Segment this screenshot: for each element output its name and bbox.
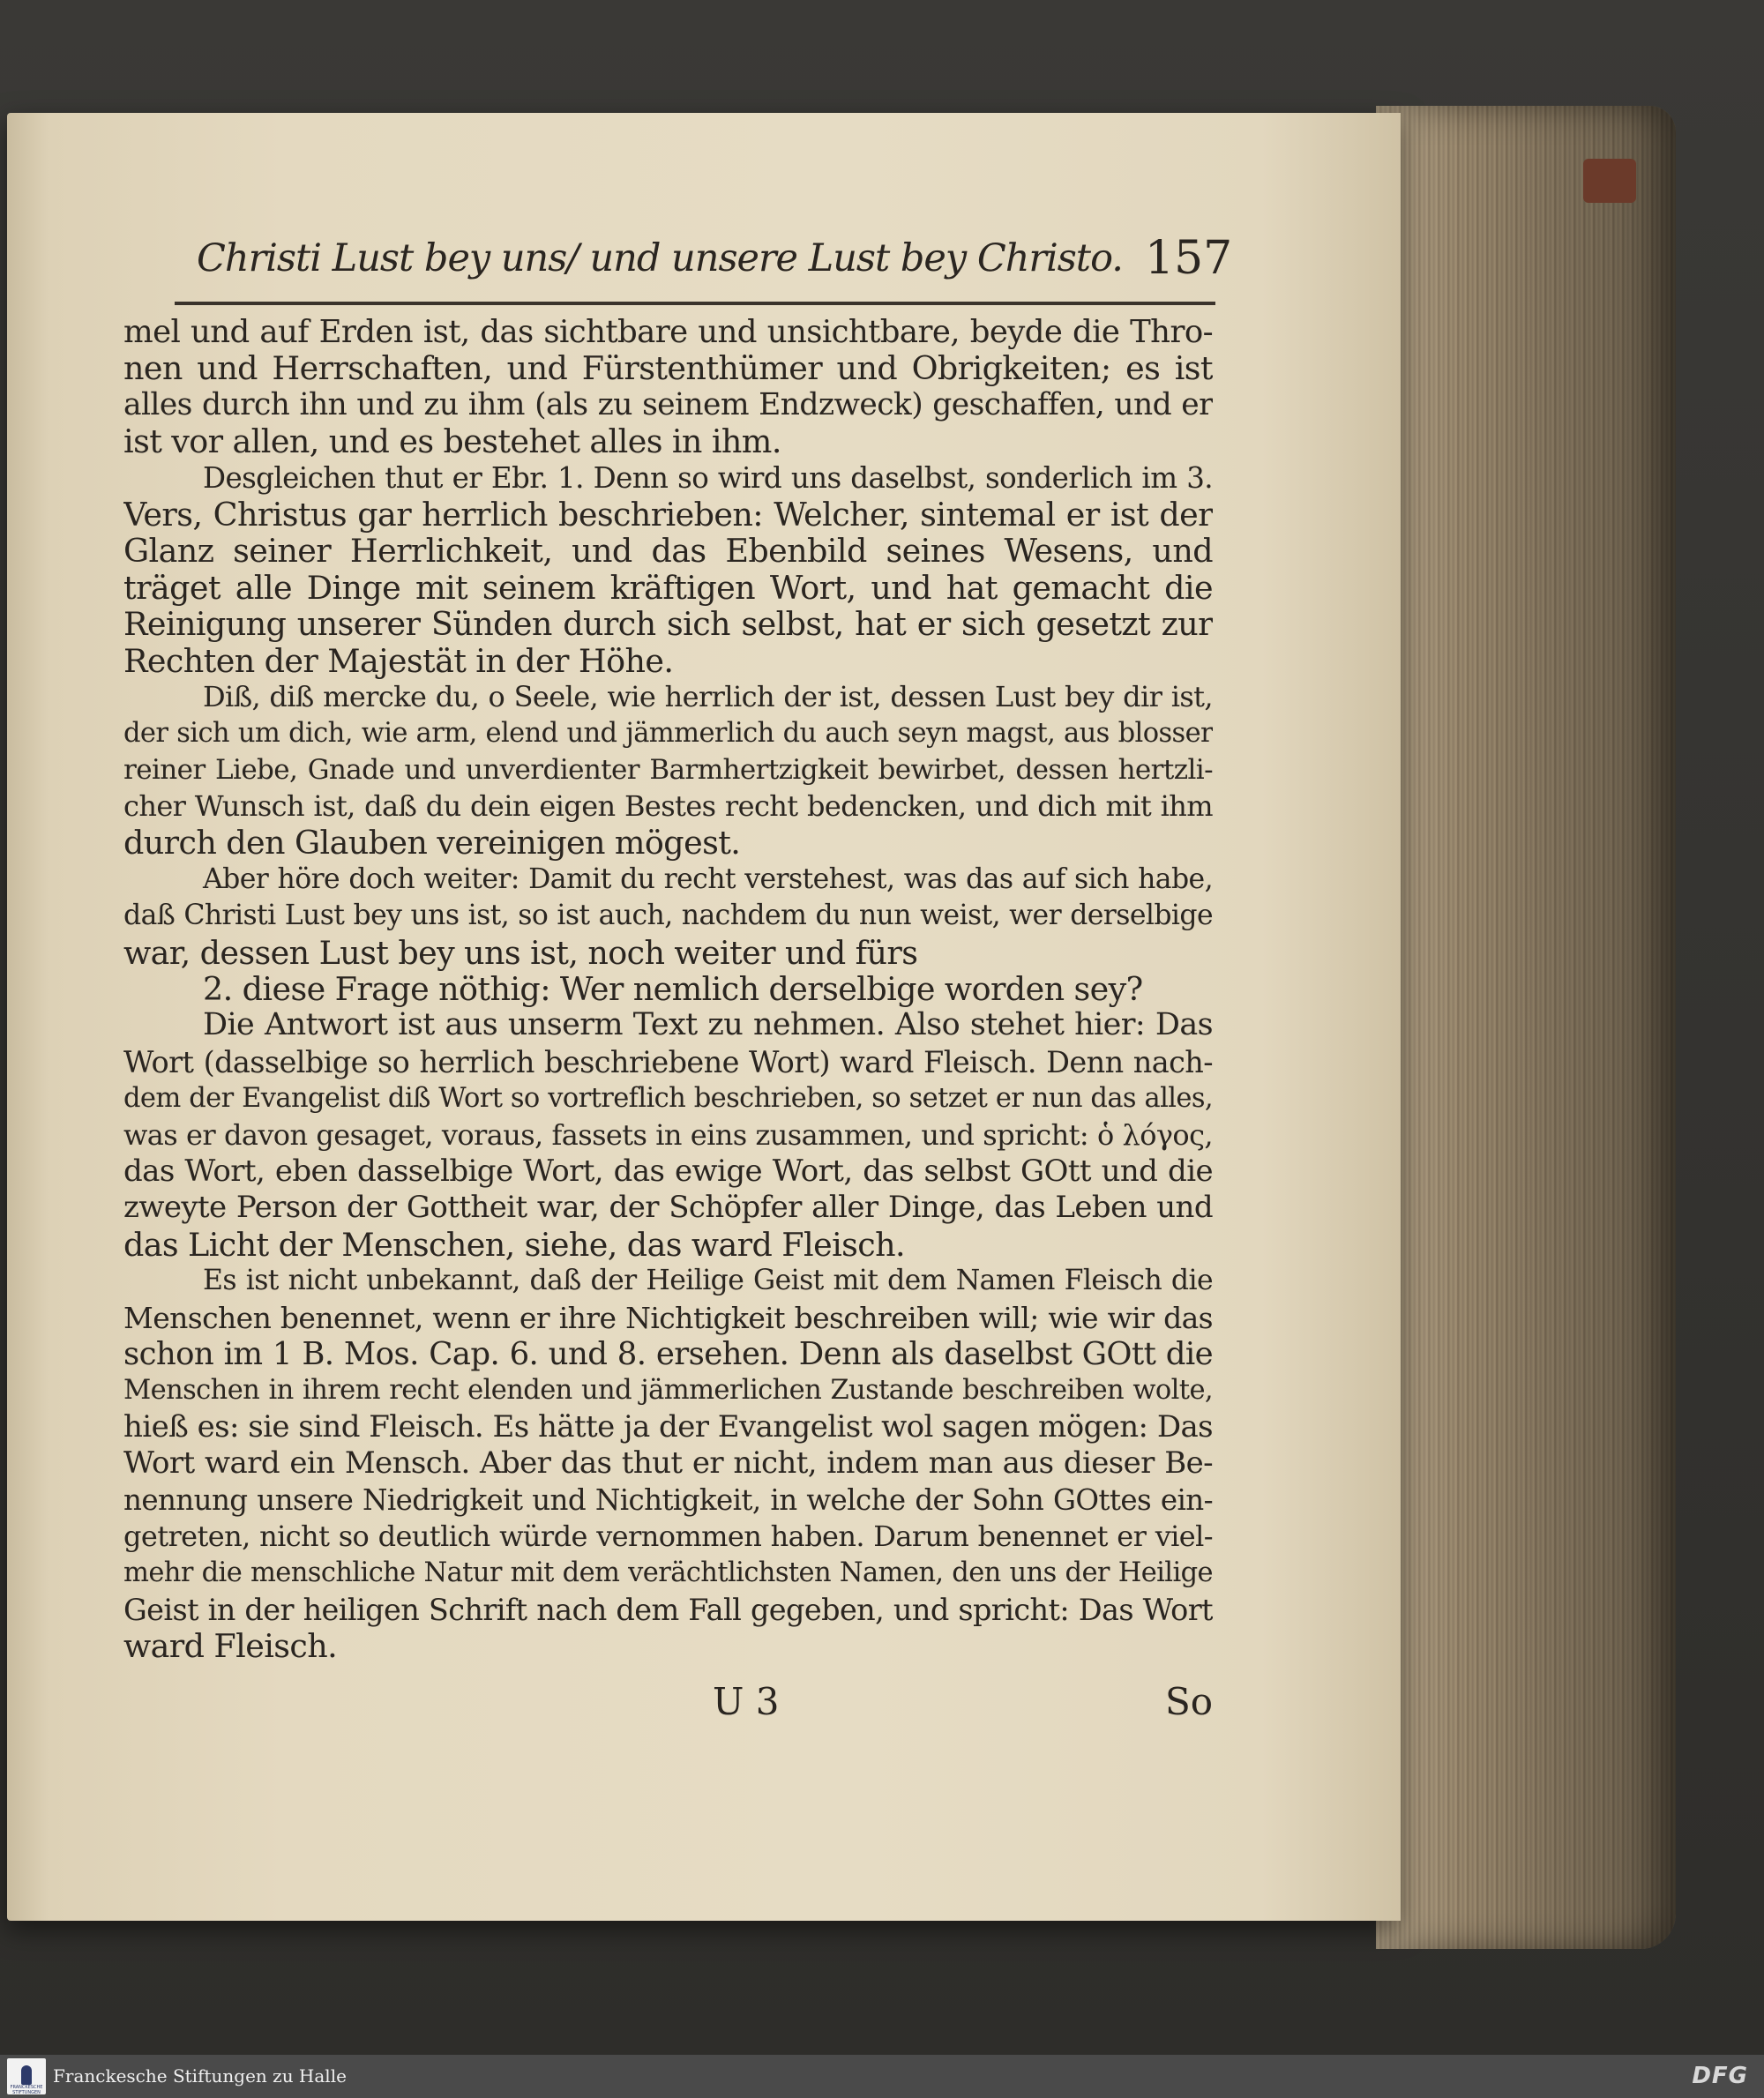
text-line: Menschen in ihrem recht elenden und jämmerlichen Zustande beschreiben wolte, xyxy=(123,1375,1213,1407)
ribbon-bookmark xyxy=(1583,159,1636,203)
text-line: das Licht der Menschen, siehe, das ward Fleisch. xyxy=(123,1226,906,1264)
text-line: Wort ward ein Mensch. Aber das thut er nicht, indem man aus dieser Be- xyxy=(123,1445,1213,1482)
signature-mark: U 3 xyxy=(713,1680,780,1723)
body-text xyxy=(123,314,1213,1664)
text-line: Es ist nicht unbekannt, daß der Heilige Geist mit dem Namen Fleisch die xyxy=(203,1265,1213,1297)
text-line: zweyte Person der Gottheit war, der Schöpfer aller Dinge, das Leben und xyxy=(123,1190,1213,1226)
text-line: getreten, nicht so deutlich würde vernommen haben. Darum benennet er viel- xyxy=(123,1519,1213,1553)
logo-label: FRANCKESCHE STIFTUNGEN xyxy=(10,2085,43,2095)
text-line: was er davon gesaget, voraus, fassets in eins zusammen, und spricht: ὁ λόγος, xyxy=(123,1117,1213,1152)
text-line: nennung unsere Niedrigkeit und Nichtigkeit, in welche der Sohn GOttes ein- xyxy=(123,1482,1213,1517)
fore-edge-shading xyxy=(1376,106,1676,1949)
viewer-footer-bar xyxy=(0,2055,1764,2098)
text-line: Glanz seiner Herrlichkeit, und das Ebenbild seines Wesens, und xyxy=(123,533,1213,570)
running-head: Christi Lust bey uns/ und unsere Lust bey Christo. xyxy=(197,236,1123,280)
page-footer xyxy=(123,1676,1213,1728)
text-line: nen und Herrschaften, und Fürstenthümer und Obrigkeiten; es ist xyxy=(123,350,1213,387)
institution-name: Franckesche Stiftungen zu Halle xyxy=(53,2065,347,2087)
text-line: 2. diese Frage nöthig: Wer nemlich derselbige worden sey? xyxy=(203,971,1143,1008)
dfg-logo: DFG xyxy=(1692,2063,1748,2089)
text-line: war, dessen Lust bey uns ist, noch weiter und fürs xyxy=(123,934,918,972)
text-line: mehr die menschliche Natur mit dem verächtlichsten Namen, den uns der Heilige xyxy=(123,1557,1213,1589)
text-line: alles durch ihn und zu ihm (als zu seinem Endzweck) geschaffen, und er xyxy=(123,386,1213,422)
text-line: cher Wunsch ist, daß du dein eigen Bestes recht bedencken, und dich mit ihm xyxy=(123,789,1213,824)
text-line: Die Antwort ist aus unserm Text zu nehmen. Also stehet hier: Das xyxy=(203,1007,1213,1043)
page-header xyxy=(197,223,1233,302)
text-line: schon im 1 B. Mos. Cap. 6. und 8. ersehen. Denn als daselbst GOtt die xyxy=(123,1335,1213,1372)
text-line: träget alle Dinge mit seinem kräftigen Wort, und hat gemacht die xyxy=(123,569,1213,607)
text-line: dem der Evangelist diß Wort so vortreflich beschrieben, so setzet er nun das alles, xyxy=(123,1083,1213,1115)
institution-logo[interactable] xyxy=(7,2058,46,2094)
text-line: ist vor allen, und es bestehet alles in ihm. xyxy=(123,423,781,460)
text-line: Geist in der heiligen Schrift nach dem Fall gegeben, und spricht: Das Wort xyxy=(123,1592,1213,1627)
text-line: Wort (dasselbige so herrlich beschriebene Wort) ward Fleisch. Denn nach- xyxy=(123,1044,1213,1079)
text-line: daß Christi Lust bey uns ist, so ist auch, nachdem du nun weist, wer derselbige xyxy=(123,900,1213,932)
text-line: reiner Liebe, Gnade und unverdienter Barmhertzigkeit bewirbet, dessen hertzli- xyxy=(123,753,1213,786)
text-line: Vers, Christus gar herrlich beschrieben: Welcher, sintemal er ist der xyxy=(123,496,1213,534)
page-inner xyxy=(7,113,1401,1921)
text-line: Menschen benennet, wenn er ihre Nichtigkeit beschreiben will; wie wir das xyxy=(123,1300,1213,1335)
text-line: hieß es: sie sind Fleisch. Es hätte ja der Evangelist wol sagen mögen: Das xyxy=(123,1408,1213,1445)
page-number: 157 xyxy=(1145,232,1233,285)
text-line: Rechten der Majestät in der Höhe. xyxy=(123,642,674,679)
text-line: der sich um dich, wie arm, elend und jämmerlich du auch seyn magst, aus blosser xyxy=(123,718,1213,750)
text-line: durch den Glauben vereinigen mögest. xyxy=(123,825,741,862)
text-line: ward Fleisch. xyxy=(123,1628,338,1665)
text-line: Reinigung unserer Sünden durch sich selbst, hat er sich gesetzt zur xyxy=(123,606,1213,643)
text-line: Aber höre doch weiter: Damit du recht verstehest, was das auf sich habe, xyxy=(203,862,1213,895)
text-line: mel und auf Erden ist, das sichtbare und unsichtbare, beyde die Thro- xyxy=(123,314,1213,350)
book-page xyxy=(7,113,1401,1921)
catchword: So xyxy=(1164,1680,1213,1723)
text-line: Diß, diß mercke du, o Seele, wie herrlich der ist, dessen Lust bey dir ist, xyxy=(203,679,1213,713)
text-line: Desgleichen thut er Ebr. 1. Denn so wird uns daselbst, sonderlich im 3. xyxy=(203,460,1213,495)
text-line: das Wort, eben dasselbige Wort, das ewige Wort, das selbst GOtt und die xyxy=(123,1153,1213,1189)
header-rule xyxy=(175,302,1215,305)
orphanage-emblem-icon xyxy=(21,2065,32,2085)
